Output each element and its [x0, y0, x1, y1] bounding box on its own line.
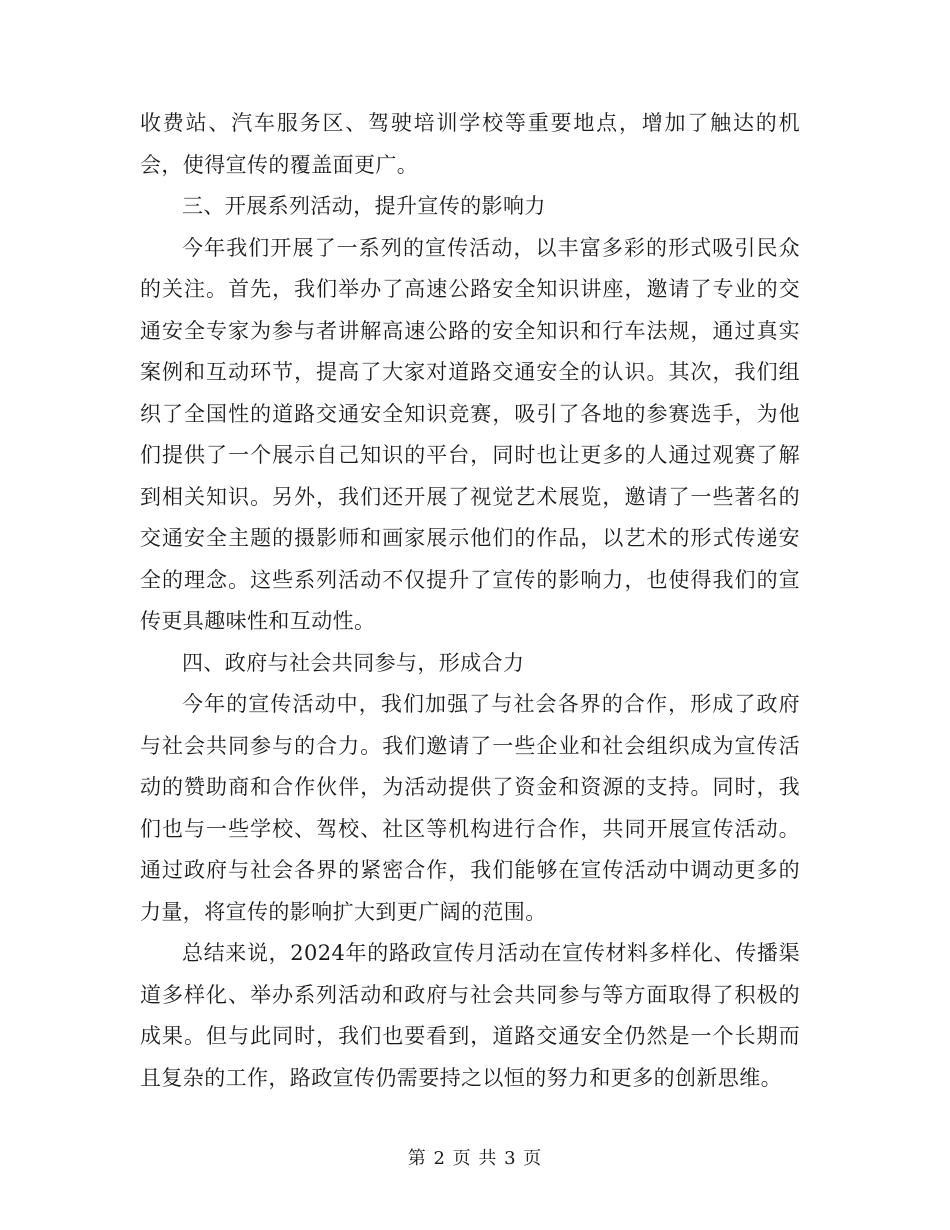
paragraph-continuation: 收费站、汽车服务区、驾驶培训学校等重要地点，增加了触达的机会，使得宣传的覆盖面更广。 — [140, 111, 800, 177]
page-number: 第 2 页 共 3 页 — [407, 1148, 543, 1169]
page-footer — [0, 1147, 950, 1171]
section-heading-3: 三、开展系列活动，提升宣传的影响力 — [182, 194, 546, 218]
paragraph-activities: 今年我们开展了一系列的宣传活动，以丰富多彩的形式吸引民众的关注。首先，我们举办了高速公路安全知识讲座，邀请了专业的交通安全专家为参与者讲解高速公路的安全知识和行车法规，通过真实案例和互动环节，提高了大家对道路交通安全的认识。其次，我们组织了全国性的道路交通安全知识竞赛，吸引了各地的参赛选手，为他们提供了一个展示自己知识的平台，同时也让更多的人通过观赛了解到相关知识。另外，我们还开展了视觉艺术展览，邀请了一些著名的交通安全主题的摄影师和画家展示他们的作品，以艺术的形式传递安全的理念。这些系列活动不仅提升了宣传的影响力，也使得我们的宣传更具趣味性和互动性。 — [140, 235, 800, 633]
paragraph-cooperation: 今年的宣传活动中，我们加强了与社会各界的合作，形成了政府与社会共同参与的合力。我们邀请了一些企业和社会组织成为宣传活动的赞助商和合作伙伴，为活动提供了资金和资源的支持。同时，我们也与一些学校、驾校、社区等机构进行合作，共同开展宣传活动。通过政府与社会各界的紧密合作，我们能够在宣传活动中调动更多的力量，将宣传的影响扩大到更广阔的范围。 — [140, 692, 800, 924]
document-body — [140, 103, 800, 1099]
section-heading-4: 四、政府与社会共同参与，形成合力 — [182, 650, 525, 675]
paragraph-summary: 总结来说，2024年的路政宣传月活动在宣传材料多样化、传播渠道多样化、举办系列活动和政府与社会共同参与等方面取得了积极的成果。但与此同时，我们也要看到，道路交通安全仍然是一个长期而且复杂的工作，路政宣传仍需要持之以恒的努力和更多的创新思维。 — [140, 941, 800, 1090]
